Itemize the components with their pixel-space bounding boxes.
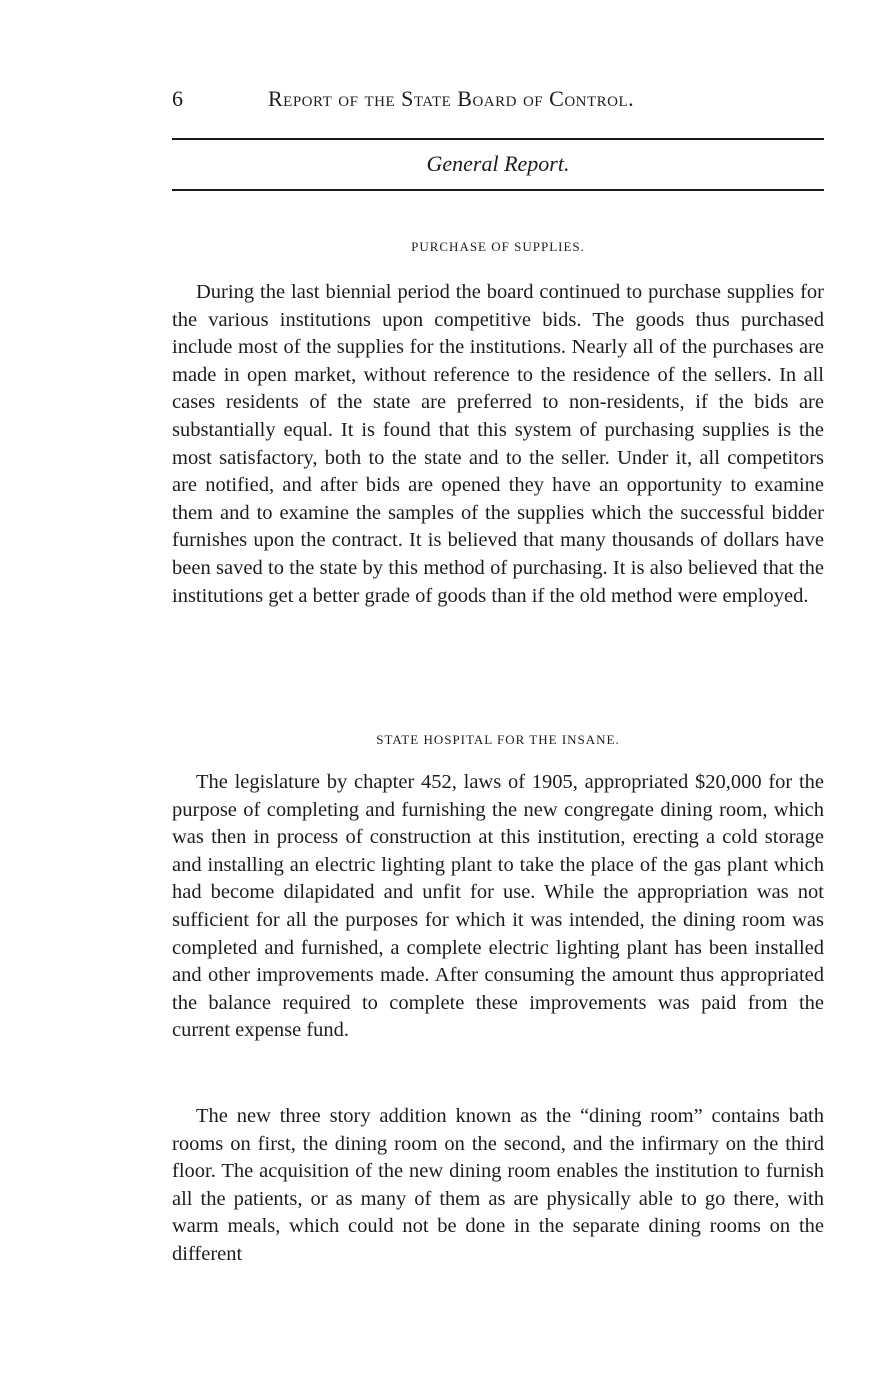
header-rule-top [172,138,824,140]
section-heading-purchase-of-supplies: PURCHASE OF SUPPLIES. [411,239,585,254]
running-head [172,84,824,114]
paragraph-state-hospital-dining-room: The new three story addition known as the “dining room” contains bath rooms on first, the dining room on the second, and the infirmary on the third floor. The acquisition of the new dining room enables the institution to furnish all the patients, or as many of them as are physically able to go there, with warm meals, which could not be done in the separate dining rooms on the different [172,1105,824,1265]
page-number: 6 [172,86,183,111]
paragraph-purchase-of-supplies: During the last biennial period the board continued to purchase supplies for the various institutions upon competitive bids. The goods thus purchased include most of the supplies for the institutions. Nearly all of the purchases are made in open market, without reference to the residence of the sellers. In all cases residents of the state are preferred to non-residents, if the bids are substantially equal. It is found that this system of purchasing supplies is the most satisfactory, both to the state and to the seller. Under it, all competitors are notified, and after bids are opened they have an opportunity to examine them and to examine the samples of the supplies which the successful bidder furnishes upon the contract. It is believed that many thousands of dollars have been saved to the state by this method of purchasing. It is also believed that the institutions get a better grade of goods than if the old method were employed. [172,281,824,607]
section-heading-state-hospital: STATE HOSPITAL FOR THE INSANE. [376,732,620,747]
running-title: Report of the State Board of Control. [268,86,635,111]
paragraph-state-hospital-appropriation: The legislature by chapter 452, laws of 1905, appropriated $20,000 for the purpose of completing and furnishing the new congregate dining room, which was then in process of construction at this institution, erecting a cold storage and installing an electric lighting plant to take the place of the gas plant which had become dilapidated and unfit for use. While the appropriation was not sufficient for all the purposes for which it was intended, the dining room was completed and furnished, a complete electric lighting plant has been installed and other improvements made. After consuming the amount thus appropriated the balance required to complete these improvements was paid from the current expense fund. [172,771,824,1042]
section-title: General Report. [426,151,570,176]
header-rule-bottom [172,189,824,191]
